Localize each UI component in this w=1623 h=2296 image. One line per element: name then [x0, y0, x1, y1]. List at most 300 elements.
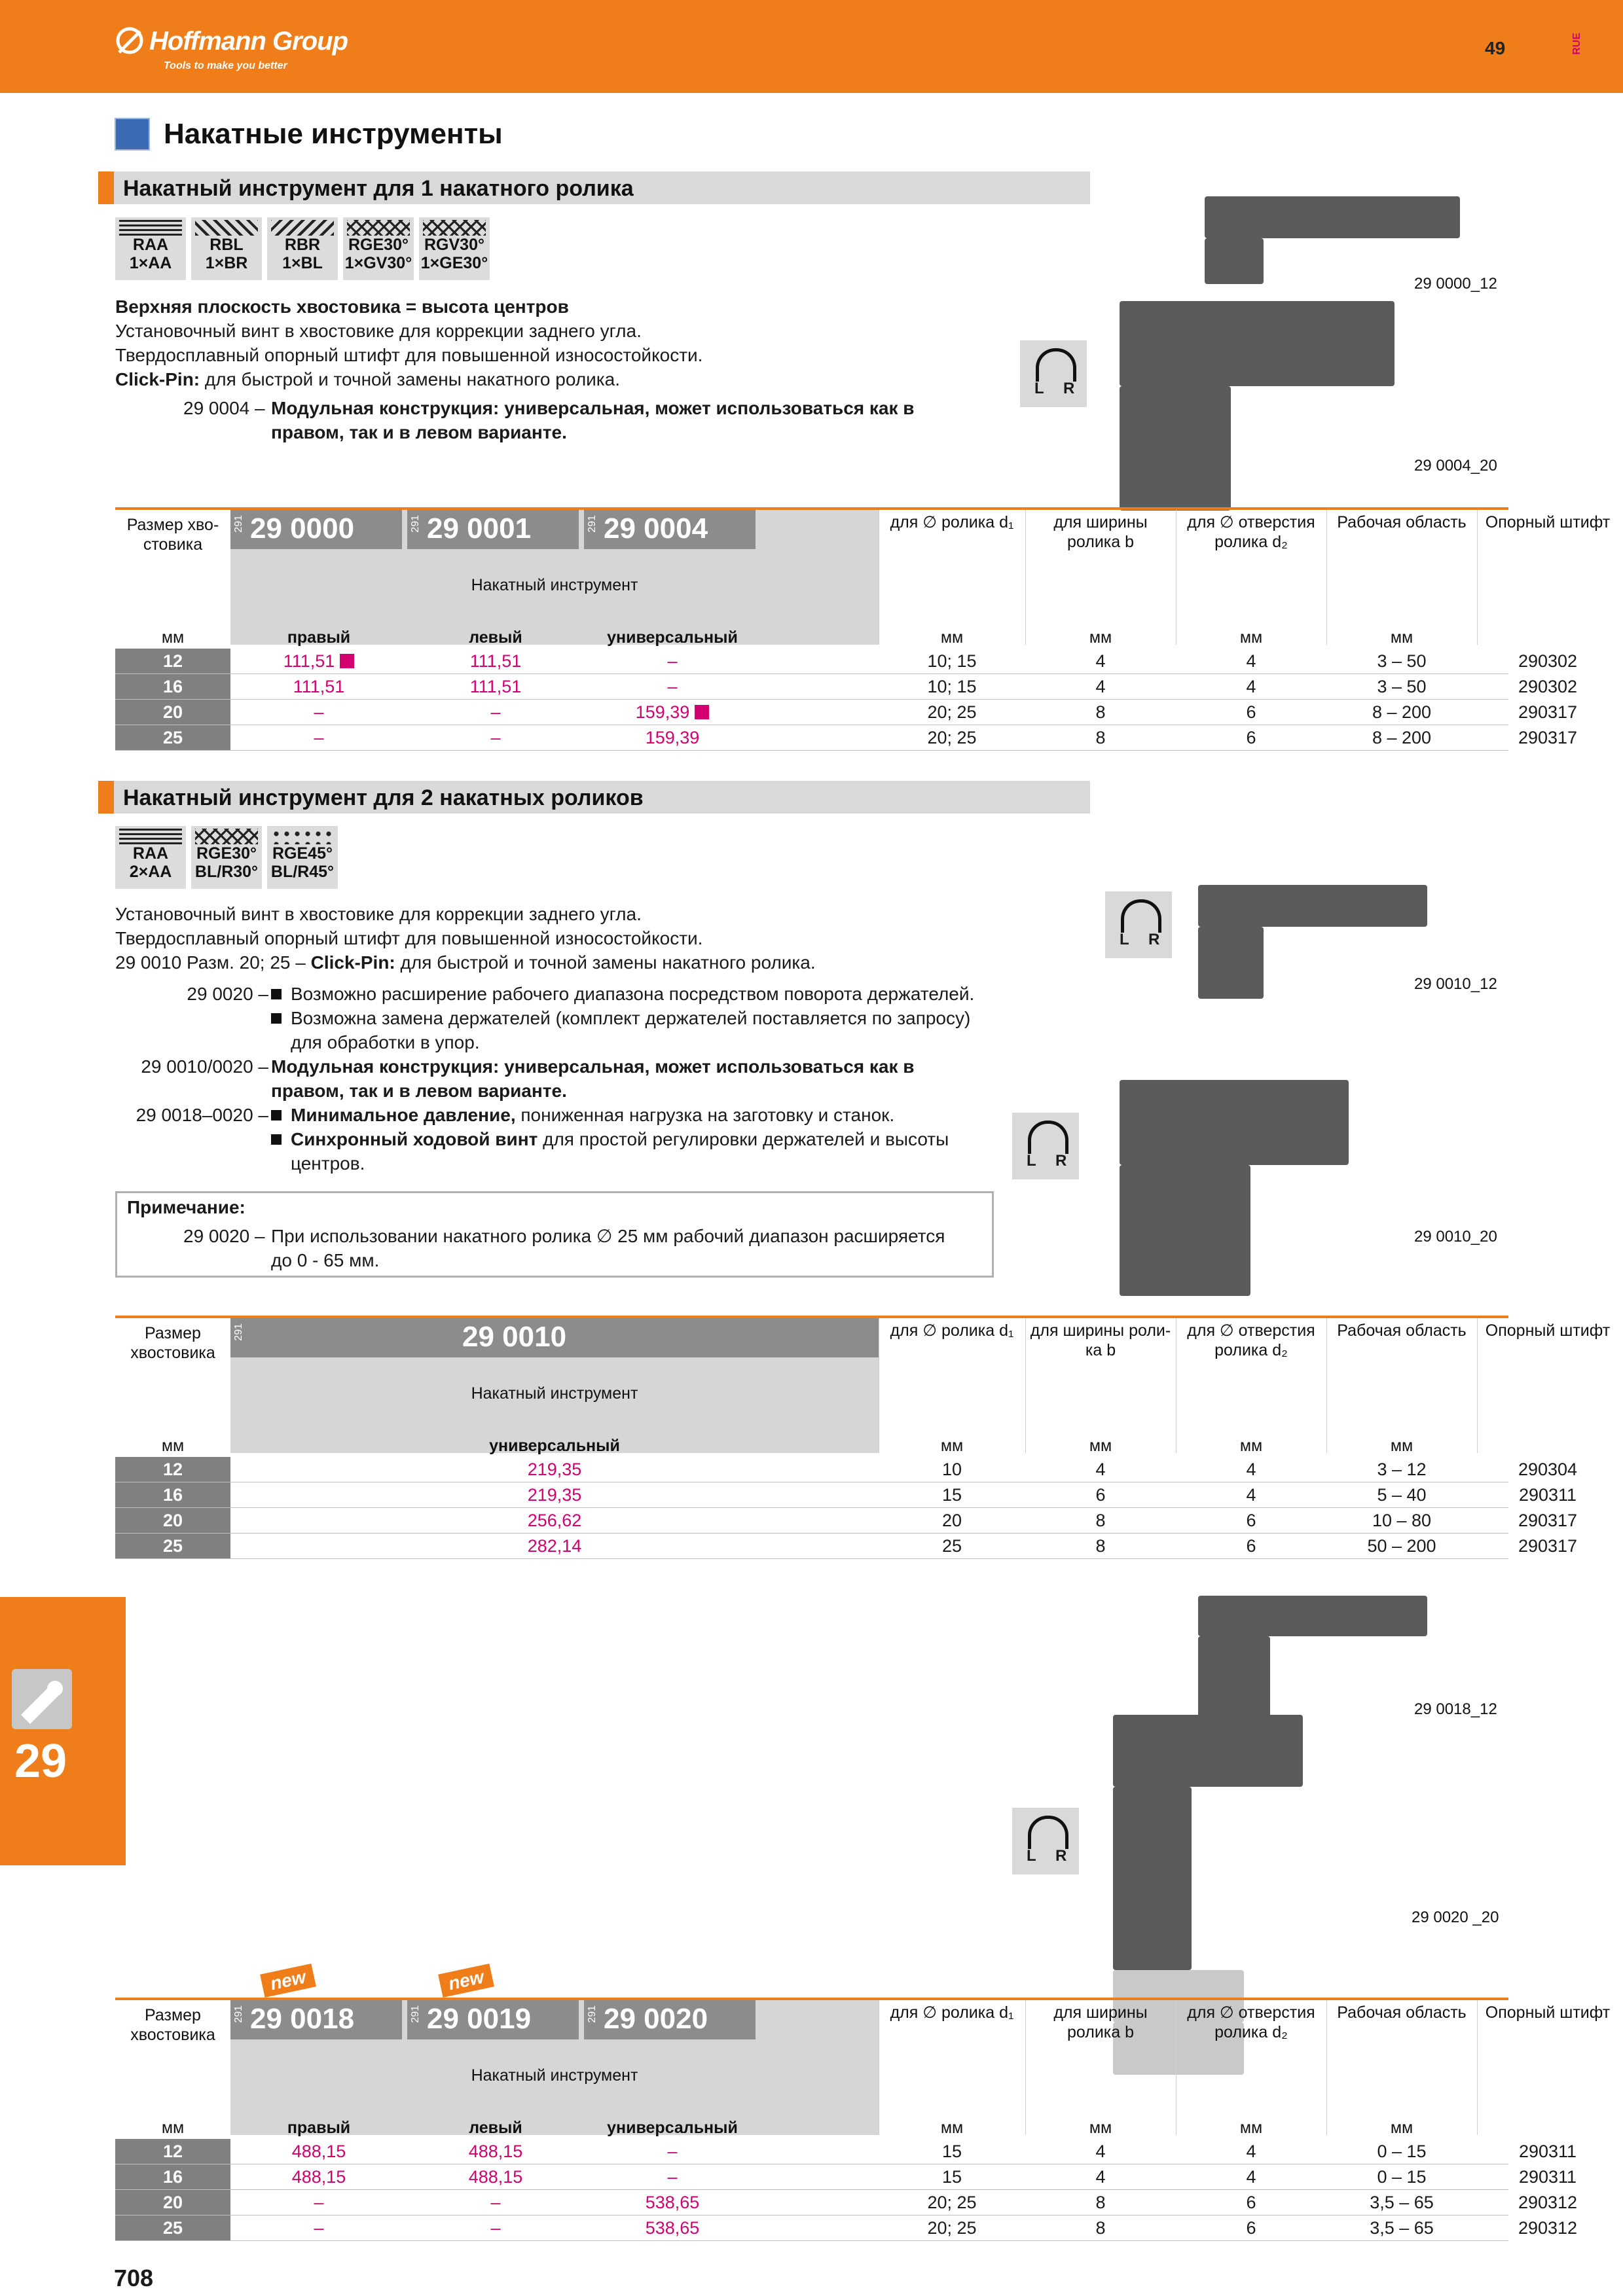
product-photo-290020-20 — [1113, 1715, 1512, 1911]
column-header: Рабочая область — [1337, 1321, 1467, 1340]
value-cell-b: 4 — [1095, 2167, 1106, 2187]
value-cell-pin: 290311 — [1518, 2142, 1577, 2161]
stock-marker-icon — [340, 654, 354, 668]
price-cell — [584, 725, 761, 750]
knurl-sub: 1×AA — [129, 254, 172, 272]
value-cell-pin: 290317 — [1518, 728, 1578, 747]
s1-line5a: Модульная конструкция: универсальная, может использоваться как в — [271, 398, 915, 418]
s2-modular-b: правом, так и в левом варианте. — [271, 1081, 567, 1101]
column-header: Опорный штифт — [1485, 1321, 1611, 1340]
value-cell-b: 8 — [1095, 702, 1106, 722]
catalog-icon — [115, 118, 150, 151]
knurl-code: RGE30° — [196, 844, 257, 863]
unit-label: левый — [469, 2119, 522, 2137]
s2-bullet2b: для обработки в упор. — [291, 1032, 480, 1052]
table-3 — [115, 1998, 1611, 2246]
price-cell — [584, 2215, 761, 2240]
brand-logo — [115, 26, 348, 56]
price-value: 111,51 — [283, 651, 335, 671]
value-cell-d1: 25 — [941, 1536, 962, 1556]
article-prefix: 291 — [233, 515, 244, 533]
divider — [1477, 1318, 1478, 1453]
price-value: 488,15 — [291, 2167, 346, 2187]
s2-prefix-290018-0020: 29 0018–0020 – — [136, 1105, 268, 1125]
value-cell-d2: 4 — [1246, 1460, 1256, 1479]
s2-min-pressure-rest: пониженная нагрузка на заготовку и станок. — [515, 1105, 895, 1125]
value-cell-d1: 15 — [941, 1485, 962, 1505]
note-line-a: При использовании накатного ролика ∅ 25 мм рабочий диапазон расширяется — [271, 1226, 945, 1246]
value-cell-pin: 290317 — [1518, 1511, 1578, 1530]
price-cell — [230, 649, 407, 673]
unit-label: мм — [1390, 628, 1413, 647]
knurl-code: RAA — [132, 236, 169, 254]
knurl-pattern-icon — [119, 829, 182, 844]
column-header: Рабочая область — [1337, 513, 1467, 531]
value-cell-d2: 4 — [1246, 651, 1256, 671]
value-cell-pin: 290317 — [1518, 1536, 1578, 1556]
knurl-sub: 1×GE30° — [420, 254, 488, 272]
s1-line5b: правом, так и в левом варианте. — [271, 422, 567, 442]
price-value: – — [314, 702, 324, 722]
value-cell-range: 10 – 80 — [1372, 1511, 1432, 1530]
price-value: – — [490, 2218, 501, 2238]
column-header: Рабочая область — [1337, 2003, 1467, 2022]
size-cell: 12 — [115, 2139, 230, 2164]
new-badge-290018: new — [260, 1964, 316, 1998]
column-header: Опорный штифт — [1485, 2003, 1611, 2022]
price-cell — [230, 700, 407, 725]
article-number: 29 0004 — [604, 512, 708, 545]
value-cell-pin: 290311 — [1518, 2167, 1577, 2187]
note-line-b: до 0 - 65 мм. — [271, 1250, 380, 1270]
section2-description — [115, 902, 1097, 975]
size-header: Размер хво-стовика — [126, 516, 219, 554]
language-code: RUE — [1571, 33, 1582, 55]
lr-icon-3 — [1012, 1113, 1079, 1179]
value-cell-pin: 290312 — [1518, 2193, 1578, 2212]
price-value: 159,39 — [645, 728, 700, 747]
knurl-knurls1-1 — [191, 217, 262, 280]
page-title: Накатные инструменты — [164, 118, 503, 150]
unit-label: мм — [1089, 2119, 1112, 2137]
group-label: Накатный инструмент — [471, 1384, 638, 1403]
price-value: – — [314, 2218, 324, 2238]
knurl-pattern-icon — [423, 220, 486, 236]
price-cell — [584, 2139, 761, 2164]
value-cell-b: 4 — [1095, 651, 1106, 671]
knurl-pattern-icon — [195, 829, 258, 844]
column-header: для ∅ отверстия ролика d₂ — [1187, 2003, 1315, 2041]
s2-line1: Установочный винт в хвостовике для коррекции заднего угла. — [115, 904, 642, 924]
unit-label: мм — [1089, 1437, 1112, 1455]
knurl-sub: BL/R45° — [270, 863, 335, 881]
note-prefix: 29 0020 – — [183, 1226, 265, 1246]
article-prefix: 291 — [587, 2005, 598, 2023]
price-cell — [407, 725, 584, 750]
s1-line5-prefix: 29 0004 – — [183, 398, 265, 418]
table-row — [115, 2164, 1577, 2190]
price-cell — [407, 2215, 584, 2240]
s2-line3: для быстрой и точной замены накатного ролика. — [395, 952, 816, 973]
size-cell: 16 — [115, 674, 230, 699]
caption-290010-12: 29 0010_12 — [1414, 975, 1497, 993]
lr-r: R — [1055, 1847, 1067, 1865]
price-cell — [230, 674, 407, 699]
value-cell-pin: 290302 — [1518, 651, 1578, 671]
table-1 — [115, 507, 1611, 755]
value-cell-range: 3 – 50 — [1377, 651, 1427, 671]
lr-l: L — [1034, 380, 1044, 397]
unit-label: мм — [1089, 628, 1112, 647]
size-header: Размер хвостовика — [130, 1324, 215, 1362]
value-cell-d1: 10 — [941, 1460, 962, 1479]
knurl-pattern-icon — [347, 220, 410, 236]
price-cell — [407, 2190, 584, 2215]
knurl-sub: 1×GV30° — [344, 254, 412, 272]
group-label: Накатный инструмент — [471, 576, 638, 594]
value-cell-range: 50 – 200 — [1367, 1536, 1436, 1556]
table-row — [115, 2139, 1577, 2164]
section1-title: Накатный инструмент для 1 накатного ролика — [123, 176, 634, 201]
s2-modular-a: Модульная конструкция: универсальная, может использоваться как в — [271, 1056, 915, 1077]
knurl-pattern-icon — [119, 220, 182, 236]
s2-bullet2: Возможна замена держателей (комплект держателей поставляется по запросу) — [291, 1008, 971, 1028]
s1-line4: для быстрой и точной замены накатного ролика. — [200, 369, 621, 389]
section1-description — [115, 295, 1019, 391]
table-row — [115, 725, 1578, 751]
knurl-knurls1-3 — [343, 217, 414, 280]
knurl-code: RGV30° — [424, 236, 484, 254]
value-cell-d1: 10; 15 — [927, 677, 977, 696]
price-value: 488,15 — [468, 2167, 523, 2187]
s1-line1: Верхняя плоскость хвостовика = высота центров — [115, 296, 569, 317]
price-cell — [584, 674, 761, 699]
price-value: – — [667, 2167, 678, 2187]
unit-label: универсальный — [607, 628, 738, 647]
price-value: 538,65 — [645, 2193, 700, 2212]
price-cell — [230, 725, 407, 750]
table-row — [115, 1482, 1577, 1508]
price-value: 111,51 — [293, 677, 345, 696]
section1-header — [98, 171, 1090, 204]
price-cell — [230, 2164, 407, 2189]
s2-min-pressure: Минимальное давление, — [291, 1105, 516, 1125]
price-value: 488,15 — [291, 2142, 346, 2161]
unit-label: мм — [940, 1437, 964, 1455]
column-header: для ∅ ролика d₁ — [890, 2003, 1014, 2022]
size-cell: 20 — [115, 2190, 230, 2215]
value-cell-range: 0 – 15 — [1377, 2142, 1427, 2161]
knurl-pattern-icon — [195, 220, 258, 236]
knurl-code: RBL — [210, 236, 244, 254]
group-label: Накатный инструмент — [471, 2066, 638, 2085]
price-cell: 219,35 — [527, 1460, 582, 1479]
table-row — [115, 2215, 1578, 2241]
price-cell — [584, 2190, 761, 2215]
price-value: 538,65 — [645, 2218, 700, 2238]
note-title: Примечание: — [127, 1197, 246, 1217]
lr-l: L — [1027, 1152, 1036, 1170]
table-row — [115, 700, 1578, 725]
note-text — [271, 1224, 985, 1272]
unit-label: мм — [1239, 628, 1263, 647]
knurl-sub: 2×AA — [129, 863, 172, 881]
size-cell: 20 — [115, 700, 230, 725]
price-value: – — [490, 728, 501, 747]
article-prefix: 291 — [233, 1323, 244, 1341]
caption-290000: 29 0000_12 — [1414, 275, 1497, 293]
price-value: 159,39 — [635, 702, 690, 722]
price-value: – — [490, 702, 501, 722]
price-cell: 256,62 — [527, 1511, 582, 1530]
price-cell — [584, 649, 761, 673]
size-cell: 12 — [115, 1457, 230, 1482]
size-cell: 20 — [115, 1508, 230, 1533]
s2-clickpin: Click-Pin: — [310, 952, 395, 973]
value-cell-b: 4 — [1095, 1460, 1106, 1479]
caption-290018-12: 29 0018_12 — [1414, 1700, 1497, 1718]
price-cell — [230, 2139, 407, 2164]
s2-sync-screw-rest: для простой регулировки держателей и высоты — [538, 1129, 949, 1149]
size-cell: 25 — [115, 2215, 230, 2240]
value-cell-b: 8 — [1095, 2193, 1106, 2212]
table-row — [115, 1534, 1578, 1559]
divider — [1025, 2000, 1026, 2135]
product-photo-290018-12 — [1198, 1596, 1506, 1694]
price-value: – — [490, 2193, 501, 2212]
lr-icon-2 — [1105, 891, 1172, 958]
column-header: для ∅ ролика d₁ — [890, 1321, 1014, 1340]
value-cell-pin: 290311 — [1518, 1485, 1577, 1505]
price-value: – — [667, 2142, 678, 2161]
divider — [1477, 2000, 1478, 2135]
knurl-knurls2-2 — [267, 826, 338, 889]
column-header: Опорный штифт — [1485, 513, 1611, 531]
value-cell-range: 5 – 40 — [1377, 1485, 1427, 1505]
table-row — [115, 2190, 1578, 2215]
price-value: – — [314, 2193, 324, 2212]
price-cell — [407, 2139, 584, 2164]
price-value: – — [314, 728, 324, 747]
divider — [1025, 1318, 1026, 1453]
unit-label: мм — [161, 2119, 185, 2137]
price-cell: 219,35 — [527, 1485, 582, 1505]
value-cell-d1: 15 — [941, 2142, 962, 2161]
page-number-top: 49 — [1485, 38, 1506, 58]
value-cell-range: 0 – 15 — [1377, 2167, 1427, 2187]
s2-line2: Твердосплавный опорный штифт для повышенной износостойкости. — [115, 928, 703, 948]
unit-label: мм — [940, 2119, 964, 2137]
value-cell-range: 3 – 50 — [1377, 677, 1427, 696]
knurl-pattern-icon — [271, 829, 334, 844]
value-cell-range: 3,5 – 65 — [1370, 2193, 1434, 2212]
unit-label: правый — [287, 2119, 351, 2137]
s2-bullet1: Возможно расширение рабочего диапазона посредством поворота держателей. — [291, 984, 975, 1004]
article-number: 29 0001 — [427, 512, 532, 545]
s1-line3: Твердосплавный опорный штифт для повышенной износостойкости. — [115, 345, 703, 365]
product-photo-290010-20 — [1120, 1080, 1512, 1230]
s2-prefixes — [111, 982, 268, 1127]
value-cell-d2: 6 — [1246, 2193, 1256, 2212]
unit-label: мм — [940, 628, 964, 647]
value-cell-pin: 290312 — [1518, 2218, 1578, 2238]
column-header: для ∅ отверстия ролика d₂ — [1187, 513, 1315, 551]
size-header: Размер хвостовика — [130, 2006, 215, 2044]
price-cell — [584, 700, 761, 725]
knurl-code: RAA — [132, 844, 169, 863]
knurling-tool-icon — [12, 1669, 72, 1729]
section2-title: Накатный инструмент для 2 накатных роликов — [123, 785, 644, 810]
section2-header — [98, 781, 1090, 814]
value-cell-d2: 4 — [1246, 677, 1256, 696]
product-photo-290000 — [1205, 196, 1506, 268]
article-number: 29 0000 — [250, 512, 355, 545]
unit-label: мм — [161, 1437, 185, 1455]
value-cell-d1: 20 — [941, 1511, 962, 1530]
unit-label: мм — [1239, 2119, 1263, 2137]
article-number: 29 0019 — [427, 2003, 532, 2035]
size-cell: 12 — [115, 649, 230, 673]
price-cell — [407, 2164, 584, 2189]
knurl-pattern-icon — [271, 220, 334, 236]
divider — [1025, 510, 1026, 645]
knurl-knurls2-0 — [115, 826, 186, 889]
article-number: 29 0018 — [250, 2003, 355, 2035]
price-value: – — [667, 677, 678, 696]
value-cell-range: 3,5 – 65 — [1370, 2218, 1434, 2238]
article-prefix: 291 — [410, 515, 421, 533]
value-cell-d2: 6 — [1246, 1536, 1256, 1556]
article-prefix: 291 — [233, 2005, 244, 2023]
table-row — [115, 674, 1578, 700]
value-cell-d1: 15 — [941, 2167, 962, 2187]
price-value: – — [667, 651, 678, 671]
size-cell: 16 — [115, 2164, 230, 2189]
article-number: 29 0010 — [462, 1321, 567, 1353]
lr-r: R — [1148, 931, 1160, 948]
value-cell-b: 8 — [1095, 2218, 1106, 2238]
column-header: для ∅ ролика d₁ — [890, 513, 1014, 531]
unit-label: правый — [287, 628, 351, 647]
unit-label: мм — [1390, 2119, 1413, 2137]
knurl-code: RBR — [284, 236, 321, 254]
knurl-sub: 1×BR — [205, 254, 248, 272]
value-cell-b: 4 — [1095, 2142, 1106, 2161]
value-cell-range: 8 – 200 — [1372, 728, 1432, 747]
knurl-knurls1-2 — [267, 217, 338, 280]
value-cell-pin: 290317 — [1518, 702, 1578, 722]
value-cell-pin: 290304 — [1518, 1460, 1578, 1479]
value-cell-range: 3 – 12 — [1377, 1460, 1427, 1479]
brand-name: Hoffmann Group — [149, 27, 348, 56]
knurl-sub: BL/R30° — [194, 863, 259, 881]
value-cell-d2: 6 — [1246, 1511, 1256, 1530]
column-header: для ширины ролика b — [1053, 2003, 1148, 2041]
price-cell — [407, 674, 584, 699]
lr-l: L — [1120, 931, 1129, 948]
table-2 — [115, 1316, 1611, 1564]
divider — [1326, 2000, 1327, 2135]
value-cell-b: 6 — [1095, 1485, 1106, 1505]
knurl-knurls2-1 — [191, 826, 262, 889]
value-cell-d2: 4 — [1246, 2167, 1256, 2187]
unit-label: мм — [161, 628, 185, 647]
knurl-code: RGE30° — [348, 236, 409, 254]
s2-bullets — [271, 982, 1017, 1175]
article-prefix: 291 — [410, 2005, 421, 2023]
s2-line3-prefix: 29 0010 Разм. 20; 25 – — [115, 952, 306, 973]
s2-sync-screw-b: центров. — [291, 1153, 365, 1174]
value-cell-d2: 4 — [1246, 1485, 1256, 1505]
table-row — [115, 649, 1578, 674]
divider — [1477, 510, 1478, 645]
table-row — [115, 1508, 1578, 1534]
lr-icon-4 — [1012, 1808, 1079, 1874]
page-number-bottom: 708 — [114, 2265, 154, 2291]
price-cell — [230, 2215, 407, 2240]
value-cell-b: 8 — [1095, 728, 1106, 747]
lr-r: R — [1063, 380, 1075, 397]
value-cell-d2: 6 — [1246, 702, 1256, 722]
hoffmann-logo-icon — [115, 26, 144, 55]
s1-line5 — [271, 396, 991, 444]
price-cell — [230, 2190, 407, 2215]
size-cell: 25 — [115, 1534, 230, 1558]
price-value: 111,51 — [469, 651, 522, 671]
knurl-sub: 1×BL — [282, 254, 323, 272]
price-value: 488,15 — [468, 2142, 523, 2161]
brand-tagline: Tools to make you better — [164, 60, 287, 71]
value-cell-d2: 6 — [1246, 728, 1256, 747]
knurl-code: RGE45° — [272, 844, 333, 863]
caption-290004: 29 0004_20 — [1414, 457, 1497, 475]
column-header: для ширины ролика b — [1053, 513, 1148, 551]
divider — [1326, 1318, 1327, 1453]
price-cell — [407, 700, 584, 725]
value-cell-d1: 20; 25 — [927, 728, 977, 747]
price-value: 111,51 — [469, 677, 522, 696]
value-cell-d2: 4 — [1246, 2142, 1256, 2161]
lr-r: R — [1055, 1152, 1067, 1170]
unit-label: универсальный — [607, 2119, 738, 2137]
s2-prefix-290020: 29 0020 – — [187, 984, 268, 1004]
value-cell-d2: 6 — [1246, 2218, 1256, 2238]
column-header: для ширины роли-ка b — [1030, 1321, 1171, 1359]
article-prefix: 291 — [587, 515, 598, 533]
table-row — [115, 1457, 1578, 1482]
s1-line2: Установочный винт в хвостовике для коррекции заднего угла. — [115, 321, 642, 341]
value-cell-b: 4 — [1095, 677, 1106, 696]
value-cell-d1: 20; 25 — [927, 2218, 977, 2238]
chapter-tab[interactable] — [0, 1597, 126, 1865]
size-cell: 16 — [115, 1482, 230, 1507]
article-number: 29 0020 — [604, 2003, 708, 2035]
value-cell-range: 8 – 200 — [1372, 702, 1432, 722]
unit-label: мм — [1390, 1437, 1413, 1455]
new-badge-290019: new — [438, 1964, 494, 1998]
column-header: для ∅ отверстия ролика d₂ — [1187, 1321, 1315, 1359]
unit-label: левый — [469, 628, 522, 647]
value-cell-d1: 20; 25 — [927, 2193, 977, 2212]
caption-290020-20: 29 0020 _20 — [1412, 1909, 1499, 1926]
knurl-knurls1-4 — [419, 217, 490, 280]
divider — [1326, 510, 1327, 645]
unit-label: мм — [1239, 1437, 1263, 1455]
size-cell: 25 — [115, 725, 230, 750]
value-cell-b: 8 — [1095, 1536, 1106, 1556]
lr-icon-1 — [1020, 340, 1087, 407]
product-photo-290004 — [1120, 301, 1512, 448]
